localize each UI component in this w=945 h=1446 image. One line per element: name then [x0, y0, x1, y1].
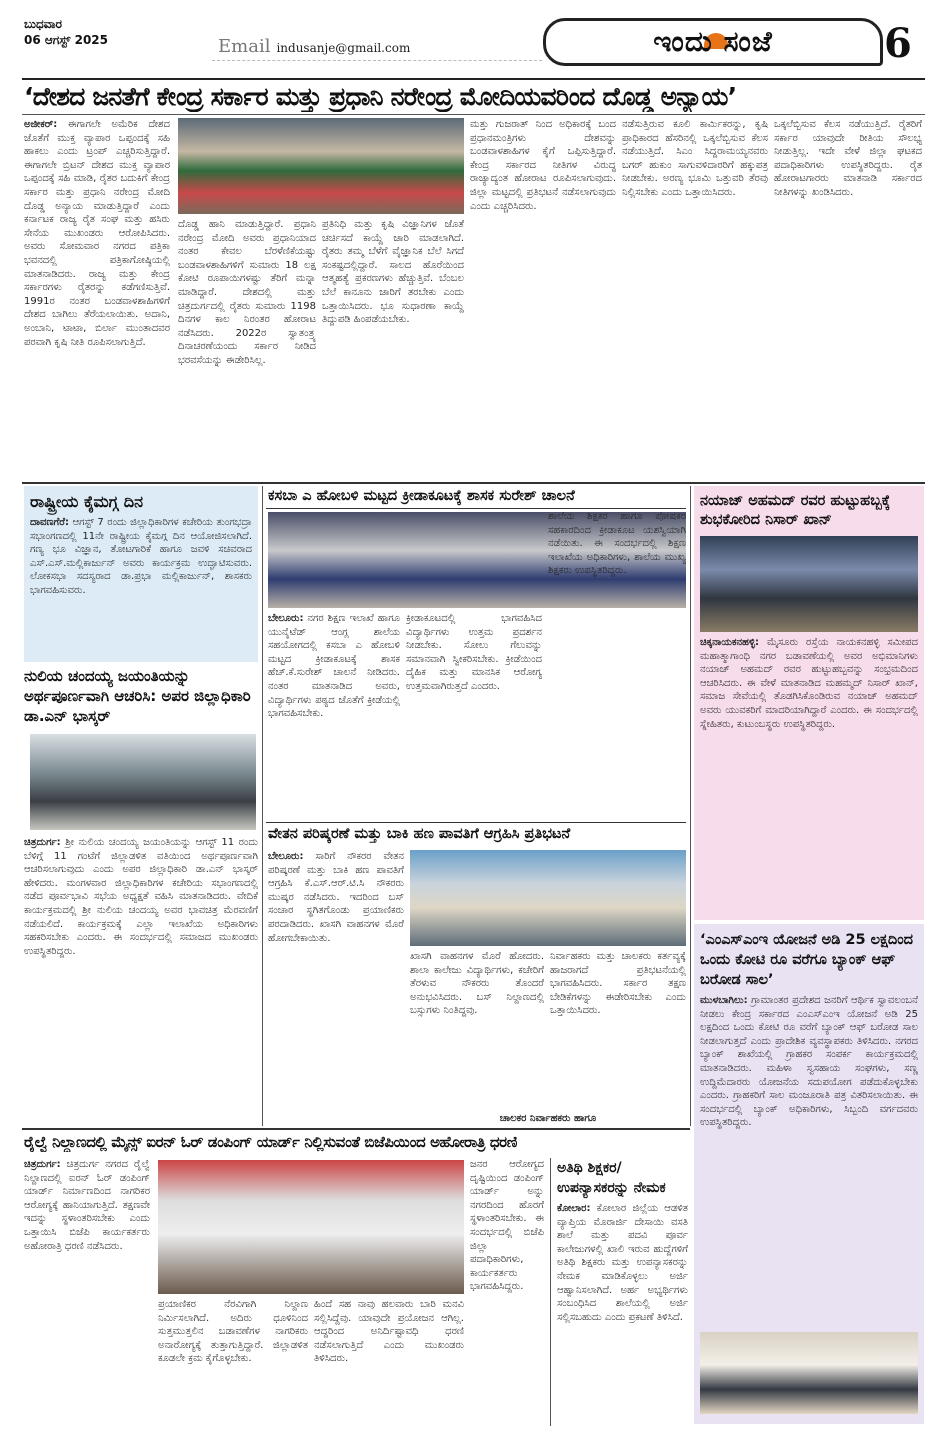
loan-box [694, 924, 924, 1424]
lead-headline: ‘ದೇಶದ ಜನತೆಗೆ ಕೇಂದ್ರ ಸರ್ಕಾರ ಮತ್ತು ಪ್ರಧಾನಿ ನರೇಂದ್ರ ಮೋದಿಯವರಿಂದ ದೊಡ್ಡ ಅನ್ಯಾಯ’ [24, 82, 737, 111]
sports-column-3: ಶಾಲೆಯ ಶಿಕ್ಷಕರ ಹಾಗೂ ಪೋಷಕರ ಸಹಕಾರದಿಂದ ಕ್ರೀಡಾಕೂಟ ಯಶಸ್ವಿಯಾಗಿ ನಡೆಯಿತು. ಈ ಸಂದರ್ಭದಲ್ಲಿ ಶಿಕ್ಷಣ ಇಲಾಖೆಯ ಅಧಿಕಾರಿಗಳು, ಶಾಲೆಯ ಮುಖ್ಯ ಶಿಕ್ಷಕರು ಉಪಸ್ಥಿತರಿದ್ದರು. [548, 511, 686, 577]
email-label: Email [218, 36, 271, 57]
email-address[interactable]: indusanje@gmail.com [276, 41, 411, 55]
chandayya-headline-box [24, 666, 258, 728]
teacher-headline: ಅತಿಥಿ ಶಿಕ್ಷಕರ/ ಉಪನ್ಯಾಸಕರನ್ನು ನೇಮಕ [557, 1160, 666, 1196]
railway-column-2: ಪ್ರಯಾಣಿಕರ ನೆರವಿಗಾಗಿ ನಿಲ್ದಾಣ ನಿರ್ಮಿಸಲಾಗಿದೆ. ಅದಿರು ಧೂಳಿನಿಂದ ಸುತ್ತಮುತ್ತಲಿನ ಬಡಾವಣೆಗಳ ನಾಗರಿಕರು ಅನಾರೋಗ್ಯಕ್ಕೆ ತುತ್ತಾಗುತ್ತಿದ್ದಾರೆ. ಜಿಲ್ಲಾಡಳಿತ ಕೂಡಲೇ ಕ್ರಮ ಕೈಗೊಳ್ಳಬೇಕು. [158, 1299, 308, 1365]
lead-column-1 [24, 118, 170, 478]
meeting-room-photo [30, 734, 256, 830]
teacher-body [557, 1202, 688, 1416]
railway-dateline: ಚಿತ್ರದುರ್ಗ: [24, 1159, 61, 1170]
issue-date [24, 16, 108, 48]
sports-text-1: ನಗರ ಶಿಕ್ಷಣ ಇಲಾಖೆ ಹಾಗೂ ಯುನೈಟೆಡ್ ಆಂಗ್ಲ ಶಾಲೆಯ ಸಹಯೋಗದಲ್ಲಿ ಕಸಬಾ ಎ ಹೋಬಳಿ ಮಟ್ಟದ ಕ್ರೀಡಾಕೂಟಕ್ಕೆ ಶಾಸಕ ಹೆಚ್.ಕೆ.ಸುರೇಶ್ ಚಾಲನೆ ನೀಡಿದರು. ನಂತರ ಮಾತನಾಡಿದ ಅವರು, ವಿದ್ಯಾರ್ಥಿಗಳು ಪಠ್ಯದ ಜೊತೆಗೆ ಕ್ರೀಡೆಯಲ್ಲಿ ಭಾಗವಹಿಸಬೇಕು. [268, 613, 400, 720]
railway-column-4: ಜನರ ಆರೋಗ್ಯದ ದೃಷ್ಟಿಯಿಂದ ಡಂಪಿಂಗ್ ಯಾರ್ಡ್ ಅನ್ನು ನಗರದಿಂದ ಹೊರಗೆ ಸ್ಥಳಾಂತರಿಸಬೇಕು. ಈ ಸಂದರ್ಭದಲ್ಲಿ ಬಿಜೆಪಿ ಜಿಲ್ಲಾ ಪದಾಧಿಕಾರಿಗಳು, ಕಾರ್ಯಕರ್ತರು ಭಾಗವಹಿಸಿದ್ದರು. [470, 1159, 544, 1293]
birthday-headline: ನಯಾಜ್ ಅಹಮದ್ ರವರ ಹುಟ್ಟುಹಬ್ಬಕ್ಕೆ ಶುಭಕೋರಿದ ನಿಸಾರ್ ಖಾನ್ [700, 493, 891, 528]
top-rule [22, 78, 925, 80]
birthday-group-photo [700, 536, 918, 632]
birthday-body [700, 636, 918, 916]
col-divider-right [690, 486, 691, 1126]
sports-dateline: ಬೇಲೂರು: [268, 613, 304, 624]
issue-day: ಬುಧವಾರ [24, 17, 62, 31]
protest-headline: ವೇತನ ಪರಿಷ್ಕರಣೆ ಮತ್ತು ಬಾಕಿ ಹಣ ಪಾವತಿಗೆ ಆಗ್ರಹಿಸಿ ಪ್ರತಿಭಟನೆ [268, 826, 571, 842]
sports-column-1 [268, 612, 400, 820]
loan-dateline: ಮುಳಬಾಗಿಲು: [700, 995, 748, 1006]
birthday-dateline: ಚಿಕ್ಕನಾಯಕನಹಳ್ಳಿ: [700, 637, 760, 648]
loan-body [700, 994, 918, 1324]
bus-depot-photo [410, 850, 686, 946]
teacher-text: ಕೋಲಾರ ಜಿಲ್ಲೆಯ ಆಡಳಿತ ವ್ಯಾಪ್ತಿಯ ಮೊರಾರ್ಜಿ ದೇಸಾಯಿ ವಸತಿ ಶಾಲೆ ಮತ್ತು ಪದವಿ ಪೂರ್ವ ಕಾಲೇಜುಗಳಲ್ಲಿ ಖಾಲಿ ಇರುವ ಹುದ್ದೆಗಳಿಗೆ ಅತಿಥಿ ಶಿಕ್ಷಕರು ಮತ್ತು ಉಪನ್ಯಾಸಕರನ್ನು ನೇಮಕ ಮಾಡಿಕೊಳ್ಳಲು ಅರ್ಜಿ ಆಹ್ವಾನಿಸಲಾಗಿದೆ. ಅರ್ಹ ಅಭ್ಯರ್ಥಿಗಳು ಸಂಬಂಧಿಸಿದ ಶಾಲೆಯಲ್ಲಿ ಅರ್ಜಿ ಸಲ್ಲಿಸಬಹುದು ಎಂದು ಪ್ರಕಟಣೆ ತಿಳಿಸಿದೆ. [557, 1203, 688, 1323]
protest-dateline: ಬೇಲೂರು: [268, 851, 304, 862]
chandayya-body [24, 836, 258, 1124]
teacher-box [550, 1158, 688, 1426]
lead-rule [22, 114, 925, 115]
chandayya-dateline: ಚಿತ್ರದುರ್ಗ: [24, 837, 61, 848]
protest-column-1 [268, 850, 404, 1126]
birthday-box [694, 486, 924, 920]
railway-headline: ರೈಲ್ವೆ ನಿಲ್ದಾಣದಲ್ಲಿ ಮೈನ್ಸ್ ಐರನ್ ಓರ್ ಡಂಪಿಂಗ್ ಯಾರ್ಡ್ ನಿಲ್ಲಿಸುವಂತೆ ಬಿಜೆಪಿಯಿಂದ ಅಹೋರಾತ್ರಿ ಧರಣಿ [24, 1133, 517, 1151]
protest-footer: ಚಾಲಕರ ನಿರ್ವಾಹಕರು ಹಾಗೂ [499, 1113, 597, 1124]
lead-column-3: ಪ್ರತಿನಿಧಿ ಮತ್ತು ಕೃಷಿ ವಿಜ್ಞಾನಿಗಳ ಜೊತೆ ಚರ್ಚಿಸದೆ ಕಾಯ್ದೆ ಜಾರಿ ಮಾಡಲಾಗಿದೆ. ರೈತರು ತಮ್ಮ ಬೆಳೆಗೆ ವೈಜ್ಞಾನಿಕ ಬೆಲೆ ಸಿಗದೆ ಸಂಕಷ್ಟದಲ್ಲಿದ್ದಾರೆ. ಸಾಲದ ಹೊರೆಯಿಂದ ಆತ್ಮಹತ್ಯೆ ಪ್ರಕರಣಗಳು ಹೆಚ್ಚುತ್ತಿವೆ. ಬೆಂಬಲ ಬೆಲೆ ಕಾನೂನು ಜಾರಿಗೆ ತರಬೇಕು ಎಂದು ಒತ್ತಾಯಿಸಿದರು. ಭೂ ಸುಧಾರಣಾ ಕಾಯ್ದೆ ತಿದ್ದುಪಡಿ ಹಿಂಪಡೆಯಬೇಕು. [322, 219, 464, 326]
issue-date-text: 06 ಆಗಸ್ಟ್ 2025 [24, 33, 108, 47]
lead-column-2: ದೊಡ್ಡ ಹಾನಿ ಮಾಡುತ್ತಿದ್ದಾರೆ. ಪ್ರಧಾನಿ ನರೇಂದ್ರ ಮೋದಿ ಅವರು ಪ್ರಧಾನಿಯಾದ ನಂತರ ಕೇವಲ ಬೆರಳೆಣಿಕೆಯಷ್ಟು ಬಂಡವಾಳಶಾಹಿಗಳಿಗೆ ಸುಮಾರು 18 ಲಕ್ಷ ಕೋಟಿ ರೂಪಾಯಿಗಳಷ್ಟು ತೆರಿಗೆ ಮನ್ನಾ ಮಾಡಿದ್ದಾರೆ. ದೇಶದಲ್ಲಿ ಮತ್ತು ಚಿತ್ರದುರ್ಗದಲ್ಲಿ ರೈತರು ಸುಮಾರು 1198 ದಿನಗಳ ಕಾಲ ನಿರಂತರ ಹೋರಾಟ ನಡೆಸಿದರು. 2022ರ ಸ್ವಾತಂತ್ರ್ಯ ದಿನಾಚರಣೆಯಂದು ಸರ್ಕಾರ ನೀಡಿದ ಭರವಸೆಯನ್ನು ಈಡೇರಿಸಿಲ್ಲ. [178, 219, 316, 366]
sports-column-2: ಕ್ರೀಡಾಕೂಟದಲ್ಲಿ ಭಾಗವಹಿಸಿದ ವಿದ್ಯಾರ್ಥಿಗಳು ಉತ್ತಮ ಪ್ರದರ್ಶನ ನೀಡಬೇಕು. ಸೋಲು ಗೆಲುವನ್ನು ಸಮಾನವಾಗಿ ಸ್ವೀಕರಿಸಬೇಕು. ಕ್ರೀಡೆಯಿಂದ ದೈಹಿಕ ಮತ್ತು ಮಾನಸಿಕ ಆರೋಗ್ಯ ಉತ್ತಮವಾಗಿರುತ್ತದೆ ಎಂದರು. [406, 613, 542, 692]
dharani-photo [158, 1160, 464, 1294]
lead-column-5: ನಡೆಸುತ್ತಿರುವ ಕೂಲಿ ಕಾರ್ಮಿಕರನ್ನು, ಕೃಷಿ ಪ್ರಾಧಿಕಾರದ ಹೆಸರಿನಲ್ಲಿ ಒಕ್ಕಲೆಬ್ಬಿಸುವ ಕೆಲಸ ನಡೆಯುತ್ತಿದೆ. ಸಿಎಂ ಸಿದ್ದರಾಮಯ್ಯನವರು ಬಗರ್ ಹುಕುಂ ಸಾಗುವಳಿದಾರರಿಗೆ ಹಕ್ಕುಪತ್ರ ನೀಡಬೇಕು. ಅರಣ್ಯ ಭೂಮಿ ಒತ್ತುವರಿ ತೆರವು ನಿಲ್ಲಿಸಬೇಕು ಎಂದು ಒತ್ತಾಯಿಸಿದರು. [622, 119, 768, 198]
masthead-title: ಇಂದು ಸಂಜೆ [653, 25, 773, 58]
protest-column-3: ನಿರ್ವಾಹಕರು ಮತ್ತು ಚಾಲಕರು ಕರ್ತವ್ಯಕ್ಕೆ ಹಾಜರಾಗದೆ ಪ್ರತಿಭಟನೆಯಲ್ಲಿ ಭಾಗವಹಿಸಿದರು. ಸರ್ಕಾರ ತಕ್ಷಣ ಬೇಡಿಕೆಗಳನ್ನು ಈಡೇರಿಸಬೇಕು ಎಂದು ಒತ್ತಾಯಿಸಿದರು. [550, 951, 686, 1017]
birthday-text: ಮೈಸೂರು ರಸ್ತೆಯ ನಾಯಕನಹಳ್ಳಿ ಸಮೀಪದ ಮಹಾತ್ಮಾಗಾಂಧಿ ನಗರ ಬಡಾವಣೆಯಲ್ಲಿ ಅವರ ಅಭಿಮಾನಿಗಳು ನಯಾಜ್ ಅಹಮದ್ ರವರ ಹುಟ್ಟುಹಬ್ಬವನ್ನು ಸಂಭ್ರಮದಿಂದ ಆಚರಿಸಿದರು. ಈ ವೇಳೆ ಮಾತನಾಡಿದ ಮಹಮ್ಮದ್ ನಿಸಾರ್ ಖಾನ್, ಸಮಾಜ ಸೇವೆಯಲ್ಲಿ ತೊಡಗಿಸಿಕೊಂಡಿರುವ ನಯಾಜ್ ಅಹಮದ್ ಅವರು ಯುವಕರಿಗೆ ಮಾದರಿಯಾಗಿದ್ದಾರೆ ಎಂದರು. ಈ ಸಂದರ್ಭದಲ್ಲಿ ಸ್ನೇಹಿತರು, ಕುಟುಂಬಸ್ಥರು ಉಪಸ್ಥಿತರಿದ್ದರು. [700, 637, 918, 730]
bank-event-photo [700, 1332, 918, 1414]
chandayya-headline: ನುಲಿಯ ಚಂದಯ್ಯ ಜಯಂತಿಯನ್ನು ಅರ್ಥಪೂರ್ಣವಾಗಿ ಆಚರಿಸಿ: ಅಪರ ಜಿಲ್ಲಾಧಿಕಾರಿ ಡಾ.ಎನ್ ಭಾಸ್ಕರ್ [24, 667, 251, 725]
lead-column-4: ಮತ್ತು ಗುಜರಾತ್ ನಿಂದ ಅಧಿಕಾರಕ್ಕೆ ಬಂದ ಪ್ರಧಾನಮಂತ್ರಿಗಳು ದೇಶವನ್ನು ಬಂಡವಾಳಶಾಹಿಗಳ ಕೈಗೆ ಒಪ್ಪಿಸುತ್ತಿದ್ದಾರೆ. ಕೇಂದ್ರ ಸರ್ಕಾರದ ನೀತಿಗಳ ವಿರುದ್ಧ ರಾಜ್ಯಾದ್ಯಂತ ಹೋರಾಟ ರೂಪಿಸಲಾಗುವುದು. ಜಿಲ್ಲಾ ಮಟ್ಟದಲ್ಲಿ ಪ್ರತಿಭಟನೆ ನಡೆಸಲಾಗುವುದು ಎಂದು ಎಚ್ಚರಿಸಿದರು. [470, 119, 616, 212]
section-rule-2 [22, 1128, 690, 1130]
handloom-headline: ರಾಷ್ಟ್ರೀಯ ಕೈಮಗ್ಗ ದಿನ [30, 492, 144, 511]
section-rule-1 [22, 482, 925, 484]
lead-column-6: ಒಕ್ಕಲೆಬ್ಬಿಸುವ ಕೆಲಸ ನಡೆಯುತ್ತಿದೆ. ರೈತರಿಗೆ ಸರ್ಕಾರ ಯಾವುದೇ ರೀತಿಯ ಸೌಲಭ್ಯ ನೀಡುತ್ತಿಲ್ಲ. ಇದೇ ವೇಳೆ ಜಿಲ್ಲಾ ಘಟಕದ ಪದಾಧಿಕಾರಿಗಳು ಉಪಸ್ಥಿತರಿದ್ದರು. ರೈತ ಹೋರಾಟಗಾರರು ಮಾತನಾಡಿ ಸರ್ಕಾರದ ನೀತಿಗಳನ್ನು ಖಂಡಿಸಿದರು. [774, 119, 922, 198]
sports-headline: ಕಸಬಾ ಎ ಹೋಬಳಿ ಮಟ್ಟದ ಕ್ರೀಡಾಕೂಟಕ್ಕೆ ಶಾಸಕ ಸುರೇಶ್ ಚಾಲನೆ [268, 488, 575, 504]
lead-dateline: ಅಜೀಕರ್: [24, 119, 58, 130]
handloom-text: ಆಗಸ್ಟ್ 7 ರಂದು ಜಿಲ್ಲಾಧಿಕಾರಿಗಳ ಕಚೇರಿಯ ತುಂಗಭದ್ರಾ ಸಭಾಂಗಣದಲ್ಲಿ 11ನೇ ರಾಷ್ಟ್ರೀಯ ಕೈಮಗ್ಗ ದಿನ ಆಯೋಜಿಸಲಾಗಿದೆ. ಗಣ್ಯ ಭೂ ವಿಜ್ಞಾನ, ತೋಟಗಾರಿಕೆ ಹಾಗೂ ಜವಳಿ ಸಚಿವರಾದ ಎಸ್.ಎಸ್.ಮಲ್ಲಿಕಾರ್ಜುನ್ ಅವರು ಕಾರ್ಯಕ್ರಮ ಉದ್ಘಾಟಿಸುವರು. ಲೋಕಸಭಾ ಸದಸ್ಯರಾದ ಡಾ.ಪ್ರಭಾ ಮಲ್ಲಿಕಾರ್ಜುನ್, ಶಾಸಕರು ಭಾಗವಹಿಸುವರು. [30, 517, 252, 596]
masthead [543, 18, 883, 66]
col-divider-left [262, 486, 263, 1126]
railway-column-3: ಹಿಂದೆ ಸಹ ನಾವು ಹಲವಾರು ಬಾರಿ ಮನವಿ ಸಲ್ಲಿಸಿದ್ದೆವು. ಯಾವುದೇ ಪ್ರಯೋಜನ ಆಗಿಲ್ಲ. ಆದ್ದರಿಂದ ಅನಿರ್ದಿಷ್ಟಾವಧಿ ಧರಣಿ ನಡೆಸಲಾಗುತ್ತಿದೆ ಎಂದು ಮುಖಂಡರು ತಿಳಿಸಿದರು. [314, 1299, 464, 1365]
farmers-group-photo [178, 118, 464, 214]
page-number: 6 [884, 20, 912, 67]
chandayya-text: ಶ್ರೀ ನುಲಿಯ ಚಂದಯ್ಯ ಜಯಂತಿಯನ್ನು ಆಗಸ್ಟ್ 11 ರಂದು ಬೆಳಿಗ್ಗೆ 11 ಗಂಟೆಗೆ ಜಿಲ್ಲಾಡಳಿತ ವತಿಯಿಂದ ಅರ್ಥಪೂರ್ಣವಾಗಿ ಆಚರಿಸಲಾಗುವುದು ಎಂದು ಅಪರ ಜಿಲ್ಲಾಧಿಕಾರಿ ಡಾ.ಎನ್ ಭಾಸ್ಕರ್ ಹೇಳಿದರು. ಮಂಗಳವಾರ ಜಿಲ್ಲಾಧಿಕಾರಿಗಳ ಕಚೇರಿಯ ಸಭಾಂಗಣದಲ್ಲಿ ನಡೆದ ಪೂರ್ವಭಾವಿ ಸಭೆಯ ಅಧ್ಯಕ್ಷತೆ ವಹಿಸಿ ಮಾತನಾಡಿದರು. ವೇದಿಕೆ ಕಾರ್ಯಕ್ರಮದಲ್ಲಿ ಶ್ರೀ ನುಲಿಯ ಚಂದಯ್ಯ ಅವರ ಭಾವಚಿತ್ರ ಮೆರವಣಿಗೆ ನಡೆಯಲಿದೆ. ಕಾರ್ಯಕ್ರಮಕ್ಕೆ ಎಲ್ಲಾ ಇಲಾಖೆಯ ಅಧಿಕಾರಿಗಳು ಸಹಕರಿಸಬೇಕು ಎಂದರು. ಈ ಸಂದರ್ಭದಲ್ಲಿ ಸಮಾಜದ ಮುಖಂಡರು ಉಪಸ್ಥಿತರಿದ್ದರು. [24, 837, 258, 957]
loan-text: ಗ್ರಾಮಾಂತರ ಪ್ರದೇಶದ ಜನರಿಗೆ ಆರ್ಥಿಕ ಸ್ವಾವಲಂಬನೆ ನೀಡಲು ಕೇಂದ್ರ ಸರ್ಕಾರದ ಎಂಎಸ್‌ಎಂಇ ಯೋಜನೆ ಅಡಿ 25 ಲಕ್ಷದಿಂದ ಒಂದು ಕೋಟಿ ರೂ ವರೆಗೆ ಬ್ಯಾಂಕ್ ಆಫ್ ಬರೋಡ ಸಾಲ ನೀಡಲಾಗುತ್ತದೆ ಎಂದು ಪ್ರಾದೇಶಿಕ ವ್ಯವಸ್ಥಾಪಕರು ತಿಳಿಸಿದರು. ನಗರದ ಬ್ಯಾಂಕ್ ಶಾಖೆಯಲ್ಲಿ ಗ್ರಾಹಕರ ಸಂಪರ್ಕ ಕಾರ್ಯಕ್ರಮದಲ್ಲಿ ಮಾತನಾಡಿದರು. ಮಹಿಳಾ ಸ್ವಸಹಾಯ ಸಂಘಗಳು, ಸಣ್ಣ ಉದ್ದಿಮೆದಾರರು ಯೋಜನೆಯ ಸದುಪಯೋಗ ಪಡೆದುಕೊಳ್ಳಬೇಕು ಎಂದರು. ಗ್ರಾಹಕರಿಗೆ ಸಾಲ ಮಂಜೂರಾತಿ ಪತ್ರ ವಿತರಿಸಲಾಯಿತು. ಈ ಸಂದರ್ಭದಲ್ಲಿ ಬ್ಯಾಂಕ್ ಅಧಿಕಾರಿಗಳು, ಸಿಬ್ಬಂದಿ ವರ್ಗದವರು ಉಪಸ್ಥಿತರಿದ್ದರು. [700, 995, 918, 1129]
protest-text-1: ಸಾರಿಗೆ ನೌಕರರ ವೇತನ ಪರಿಷ್ಕರಣೆ ಮತ್ತು ಬಾಕಿ ಹಣ ಪಾವತಿಗೆ ಆಗ್ರಹಿಸಿ ಕೆ.ಎಸ್.ಆರ್.ಟಿ.ಸಿ ನೌಕರರು ಮುಷ್ಕರ ನಡೆಸಿದರು. ಇದರಿಂದ ಬಸ್ ಸಂಚಾರ ಸ್ಥಗಿತಗೊಂಡು ಪ್ರಯಾಣಿಕರು ಪರದಾಡಿದರು. ಖಾಸಗಿ ವಾಹನಗಳ ಮೊರೆ ಹೋಗಬೇಕಾಯಿತು. [268, 851, 404, 944]
handloom-box [24, 486, 258, 662]
railway-text-1: ಚಿತ್ರದುರ್ಗ ನಗರದ ರೈಲ್ವೆ ನಿಲ್ದಾಣದಲ್ಲಿ ಐರನ್ ಓರ್ ಡಂಪಿಂಗ್ ಯಾರ್ಡ್ ನಿರ್ಮಾಣದಿಂದ ನಾಗರಿಕರ ಆರೋಗ್ಯಕ್ಕೆ ಹಾನಿಯಾಗುತ್ತಿದೆ. ತಕ್ಷಣವೇ ಇದನ್ನು ಸ್ಥಳಾಂತರಿಸಬೇಕು ಎಂದು ಒತ್ತಾಯಿಸಿ ಬಿಜೆಪಿ ಕಾರ್ಯಕರ್ತರು ಅಹೋರಾತ್ರಿ ಧರಣಿ ನಡೆಸಿದರು. [24, 1159, 150, 1252]
loan-headline: ‘ಎಂಎಸ್‌ಎಂಇ ಯೋಜನೆ ಅಡಿ 25 ಲಕ್ಷದಿಂದ ಒಂದು ಕೋಟಿ ರೂ ವರೆಗೂ ಬ್ಯಾಂಕ್ ಆಫ್ ಬರೋಡ ಸಾಲ’ [700, 932, 914, 988]
email-line [218, 36, 410, 57]
header-divider [212, 60, 542, 61]
railway-column-1 [24, 1158, 150, 1426]
lead-text-1: ಈಗಾಗಲೇ ಅಮೆರಿಕ ದೇಶದ ಜೊತೆಗೆ ಮುಕ್ತ ವ್ಯಾಪಾರ ಒಪ್ಪಂದಕ್ಕೆ ಸಹಿ ಹಾಕಲು ಎಂದು ಟ್ರಂಪ್ ಎಚ್ಚರಿಸುತ್ತಿದ್ದಾರೆ. ಈಗಾಗಲೇ ಬ್ರಿಟನ್ ದೇಶದ ಮುಕ್ತ ವ್ಯಾಪಾರ ಒಪ್ಪಂದಕ್ಕೆ ಸಹಿ ಮಾಡಿ, ರೈತರ ಬದುಕಿಗೆ ಕೇಂದ್ರ ಸರ್ಕಾರ ಮತ್ತು ಪ್ರಧಾನಿ ನರೇಂದ್ರ ಮೋದಿ ದೊಡ್ಡ ಅನ್ಯಾಯ ಮಾಡುತ್ತಿದ್ದಾರೆ ಎಂದು ಕರ್ನಾಟಕ ರಾಜ್ಯ ರೈತ ಸಂಘ ಮತ್ತು ಹಸಿರು ಸೇನೆಯ ಮುಖಂಡರು ಆರೋಪಿಸಿದರು. ಅವರು ಸೋಮವಾರ ನಗರದ ಪತ್ರಿಕಾ ಭವನದಲ್ಲಿ ಪತ್ರಿಕಾಗೋಷ್ಠಿಯಲ್ಲಿ ಮಾತನಾಡಿದರು. ರಾಜ್ಯ ಮತ್ತು ಕೇಂದ್ರ ಸರ್ಕಾರಗಳು ರೈತರನ್ನು ಕಡೆಗಣಿಸುತ್ತಿವೆ. 1991ರ ನಂತರ ಬಂಡವಾಳಶಾಹಿಗಳಿಗೆ ದೇಶದ ಬಾಗಿಲು ತೆರೆಯಲಾಯಿತು. ಅದಾನಿ, ಅಂಬಾನಿ, ಟಾಟಾ, ಬಿರ್ಲಾ ಮುಂತಾದವರ ಪರವಾಗಿ ಕೃಷಿ ನೀತಿ ರೂಪಿಸಲಾಗುತ್ತಿದೆ. [24, 119, 170, 348]
handloom-dateline: ದಾವಣಗೆರೆ: [30, 517, 69, 528]
protest-column-2: ಖಾಸಗಿ ವಾಹನಗಳ ಮೊರೆ ಹೋದರು. ಶಾಲಾ ಕಾಲೇಜು ವಿದ್ಯಾರ್ಥಿಗಳು, ಕಚೇರಿಗೆ ತೆರಳುವ ನೌಕರರು ತೊಂದರೆ ಅನುಭವಿಸಿದರು. ಬಸ್ ನಿಲ್ದಾಣದಲ್ಲಿ ಬಸ್ಸುಗಳು ನಿಂತಿದ್ದವು. [410, 951, 544, 1017]
protest-rule-top [266, 822, 686, 823]
teacher-dateline: ಕೋಲಾರ: [557, 1203, 591, 1214]
handloom-body [30, 516, 252, 652]
